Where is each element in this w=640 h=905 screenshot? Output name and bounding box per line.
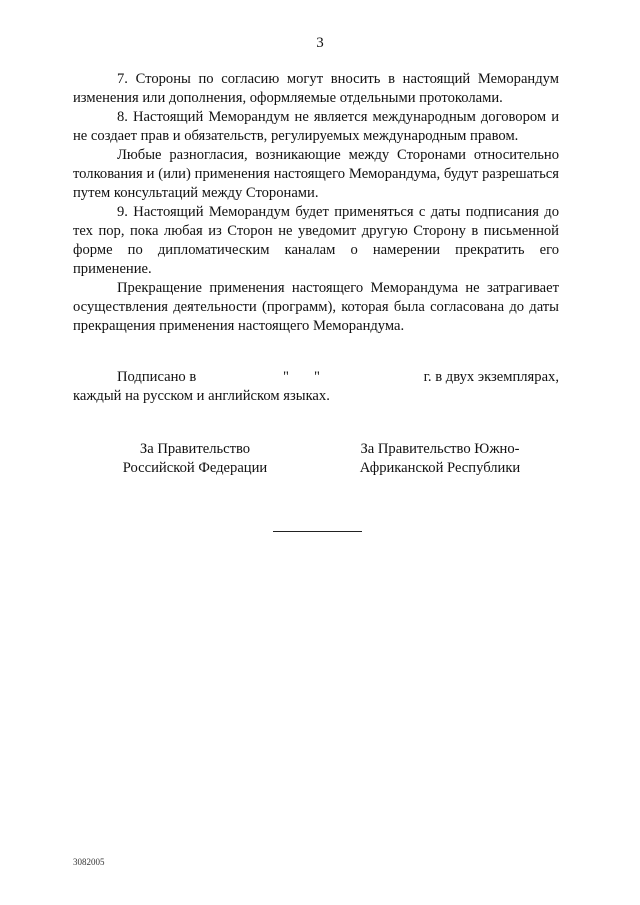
signatory-south-africa (340, 440, 540, 478)
signatory-russia-line1: За Правительство (139, 441, 251, 457)
signatory-russia (100, 440, 290, 478)
paragraph-8: 8. Настоящий Меморандум не является международным договором и не создает прав и обязательств, регулируемых международным правом. (73, 109, 559, 144)
memorandum-body (73, 70, 559, 336)
signatory-russia-line2: Российской Федерации (122, 460, 268, 476)
footer-document-code: 3082005 (73, 857, 105, 867)
paragraph-7: 7. Стороны по согласию могут вносить в настоящий Меморандум изменения или дополнения, оформляемые отдельными протоколами. (73, 71, 559, 106)
year-copies-text: г. в двух экземплярах, (423, 369, 559, 385)
page-number: 3 (316, 35, 324, 51)
paragraph-disputes: Любые разногласия, возникающие между Сторонами относительно толкования и (или) применения настоящего Меморандума, будут разрешаться путем консультаций между Сторонами. (73, 147, 559, 201)
signatory-south-africa-line2: Африканской Республики (359, 460, 521, 476)
date-quote-close: " (314, 369, 320, 385)
date-quote-open: " (283, 369, 289, 385)
signing-statement (73, 368, 559, 406)
paragraph-9: 9. Настоящий Меморандум будет применяться с даты подписания до тех пор, пока любая из Сторон не уведомит другую Сторону в письменной форме по дипломатическим каналам о намерении прекратить его применение. (73, 204, 559, 277)
end-of-document-rule (273, 531, 362, 532)
languages-text: каждый на русском и английском языках. (73, 388, 330, 404)
signatory-south-africa-line1: За Правительство Южно- (360, 441, 520, 457)
paragraph-termination: Прекращение применения настоящего Меморандума не затрагивает осуществления деятельности (программ), которая была согласована до даты прекращения применения настоящего Меморандума. (73, 280, 559, 334)
signed-in-label: Подписано в (117, 369, 197, 385)
signing-row-place-date (73, 368, 559, 387)
